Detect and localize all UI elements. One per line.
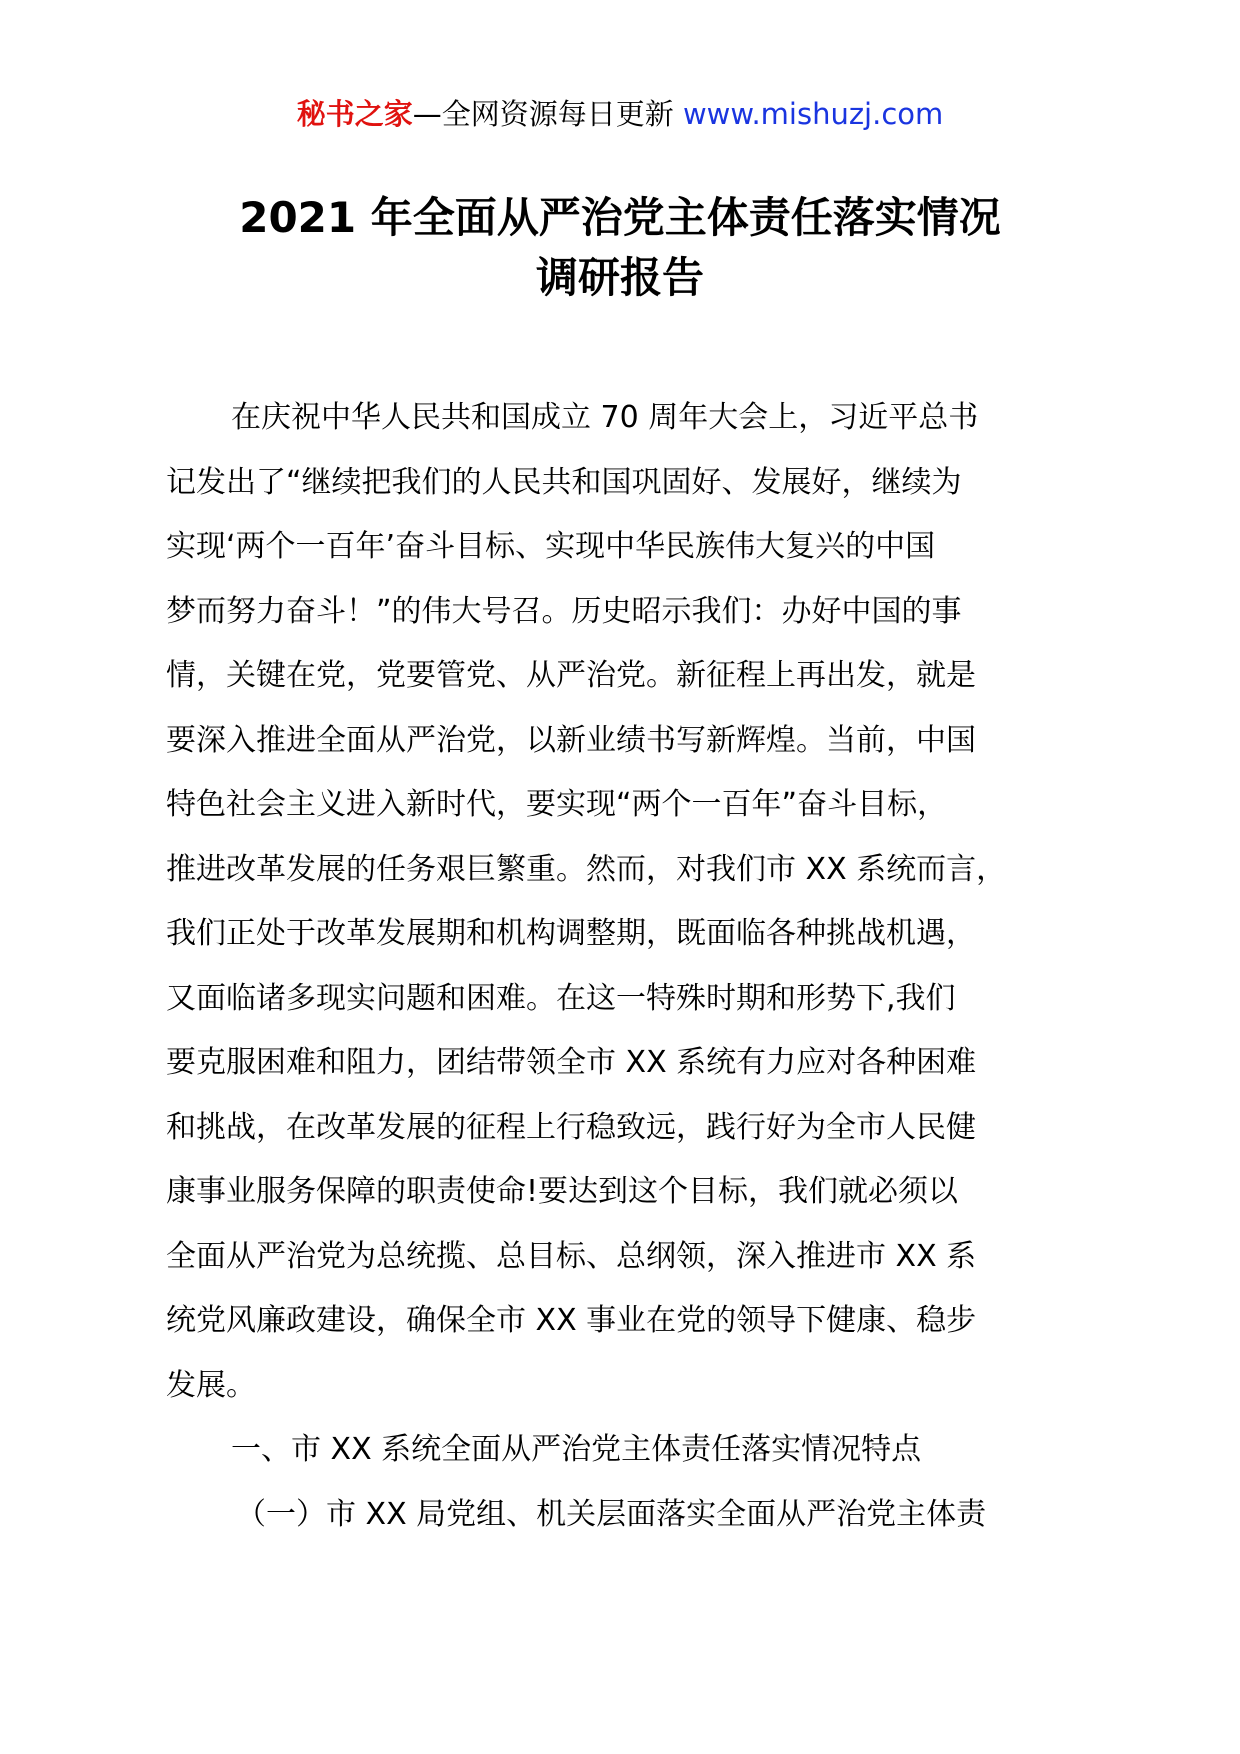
paragraph-line: 统党风廉政建设，确保全市 XX 事业在党的领导下健康、稳步 — [166, 1303, 977, 1338]
paragraph-line: 要深入推进全面从严治党，以新业绩书写新辉煌。当前，中国 — [166, 722, 976, 758]
document-body — [166, 386, 1086, 1547]
paragraph-line: 特色社会主义进入新时代，要实现“两个一百年”奋斗目标， — [166, 787, 948, 822]
paragraph-line: 发展。 — [166, 1367, 256, 1403]
section-heading: 一、市 XX 系统全面从严治党主体责任落实情况特点 — [231, 1432, 922, 1467]
title-line-1: 2021 年全面从严治党主体责任落实情况 — [239, 193, 1001, 242]
paragraph-line: 实现‘两个一百年’奋斗目标、实现中华民族伟大复兴的中国 — [166, 529, 936, 564]
document-title — [150, 188, 1090, 308]
paragraph-line: 推进改革发展的任务艰巨繁重。然而，对我们市 XX 系统而言， — [166, 851, 1007, 887]
title-line-2: 调研报告 — [535, 253, 704, 302]
source-banner — [0, 94, 1240, 134]
paragraph-line: 和挑战，在改革发展的征程上行稳致远，践行好为全市人民健 — [166, 1109, 976, 1145]
paragraph-line: 记发出了“继续把我们的人民共和国巩固好、发展好，继续为 — [166, 464, 962, 500]
brand-name: 秘书之家 — [296, 97, 413, 131]
paragraph-line: 康事业服务保障的职责使命!要达到这个目标，我们就必须以 — [166, 1174, 959, 1209]
banner-tagline: —全网资源每日更新 — [412, 97, 674, 131]
paragraph-line: 在庆祝中华人民共和国成立 70 周年大会上，习近平总书 — [231, 400, 979, 435]
paragraph-line: 梦而努力奋斗！”的伟大号召。历史昭示我们：办好中国的事 — [166, 593, 962, 629]
subsection-heading: （一）市 XX 局党组、机关层面落实全面从严治党主体责 — [236, 1496, 987, 1532]
paragraph-line: 我们正处于改革发展期和机构调整期，既面临各种挑战机遇， — [166, 916, 976, 951]
paragraph-line: 情，关键在党，党要管党、从严治党。新征程上再出发，就是 — [166, 658, 976, 693]
paragraph-line: 要克服困难和阻力，团结带领全市 XX 系统有力应对各种困难 — [166, 1045, 977, 1080]
paragraph-line: 又面临诸多现实问题和困难。在这一特殊时期和形势下,我们 — [166, 980, 956, 1016]
paragraph-line: 全面从严治党为总统揽、总目标、总纲领，深入推进市 XX 系 — [166, 1238, 977, 1274]
website-link[interactable]: www.mishuzj.com — [682, 97, 944, 131]
